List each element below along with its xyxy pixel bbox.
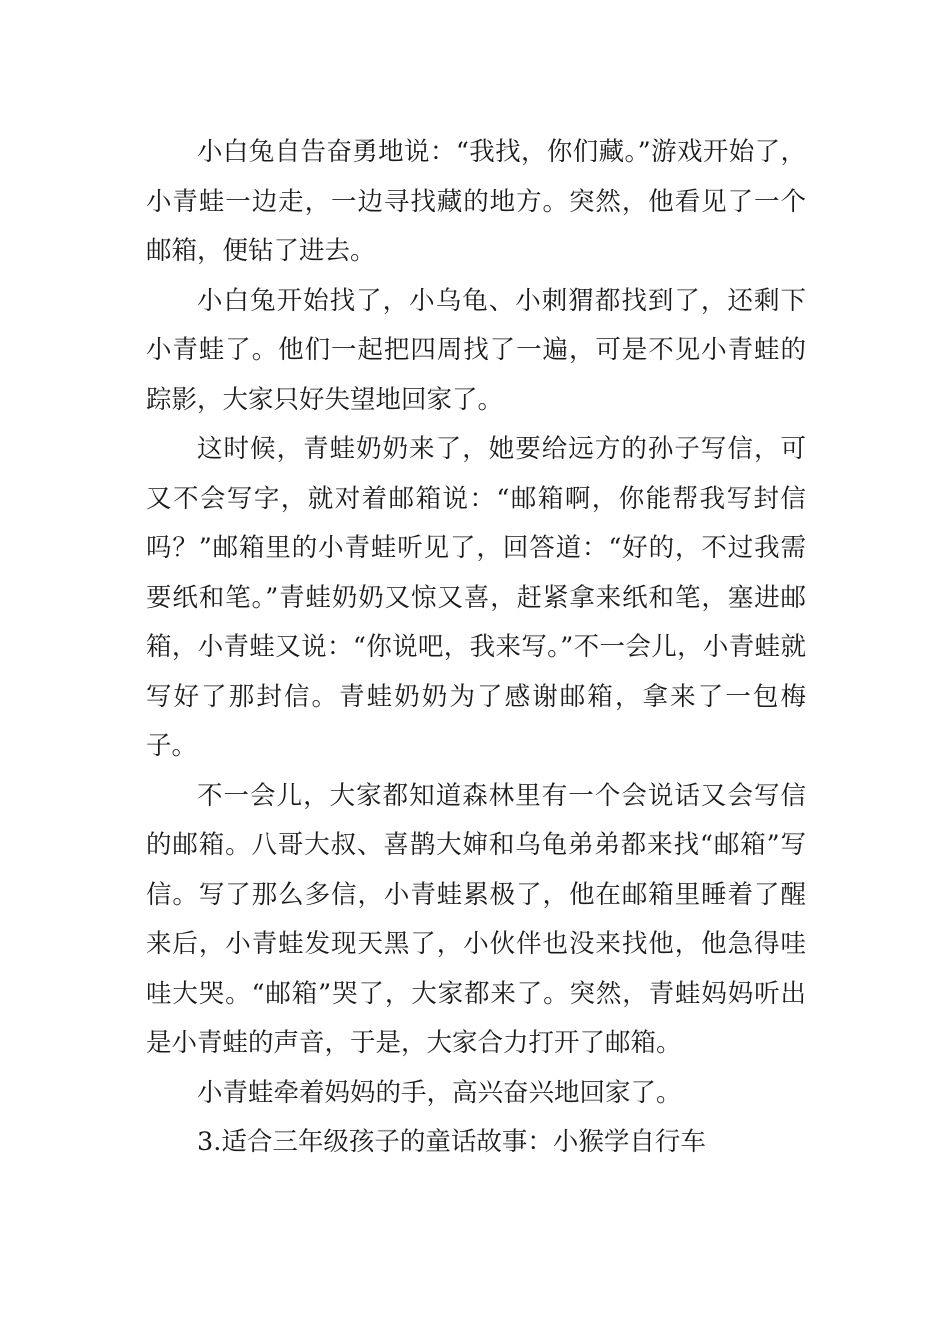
section-heading: 3.适合三年级孩子的童话故事：小猴学自行车 <box>197 1127 706 1157</box>
paragraph-4: 不一会儿，大家都知道森林里有一个会说话又会写信的邮箱。八哥大叔、喜鹊大婶和乌龟弟弟都来找“邮箱”写信。写了那么多信，小青蛙累极了，他在邮箱里睡着了醒来后，小青蛙发现天黑了，小伙伴也没来找他，他急得哇哇大哭。“邮箱”哭了，大家都来了。突然，青蛙妈妈听出是小青蛙的声音，于是，大家合力打开了邮箱。 <box>146 780 806 1058</box>
paragraph-2: 小白兔开始找了，小乌龟、小刺猬都找到了，还剩下小青蛙了。他们一起把四周找了一遍，可是不见小青蛙的踪影，大家只好失望地回家了。 <box>146 285 806 415</box>
paragraph-3: 这时候，青蛙奶奶来了，她要给远方的孙子写信，可又不会写字，就对着邮箱说：“邮箱啊，你能帮我写封信吗？”邮箱里的小青蛙听见了，回答道：“好的，不过我需要纸和笔。”青蛙奶奶又惊又喜，赶紧拿来纸和笔，塞进邮箱，小青蛙又说：“你说吧，我来写。”不一会儿，小青蛙就写好了那封信。青蛙奶奶为了感谢邮箱，拿来了一包梅子。 <box>146 434 806 761</box>
paragraph-1: 小白兔自告奋勇地说：“我找，你们藏。”游戏开始了，小青蛙一边走，一边寻找藏的地方。突然，他看见了一个邮箱，便钻了进去。 <box>146 137 806 266</box>
paragraph-5: 小青蛙牵着妈妈的手，高兴奋兴地回家了。 <box>197 1077 682 1108</box>
document-page <box>146 128 806 1168</box>
